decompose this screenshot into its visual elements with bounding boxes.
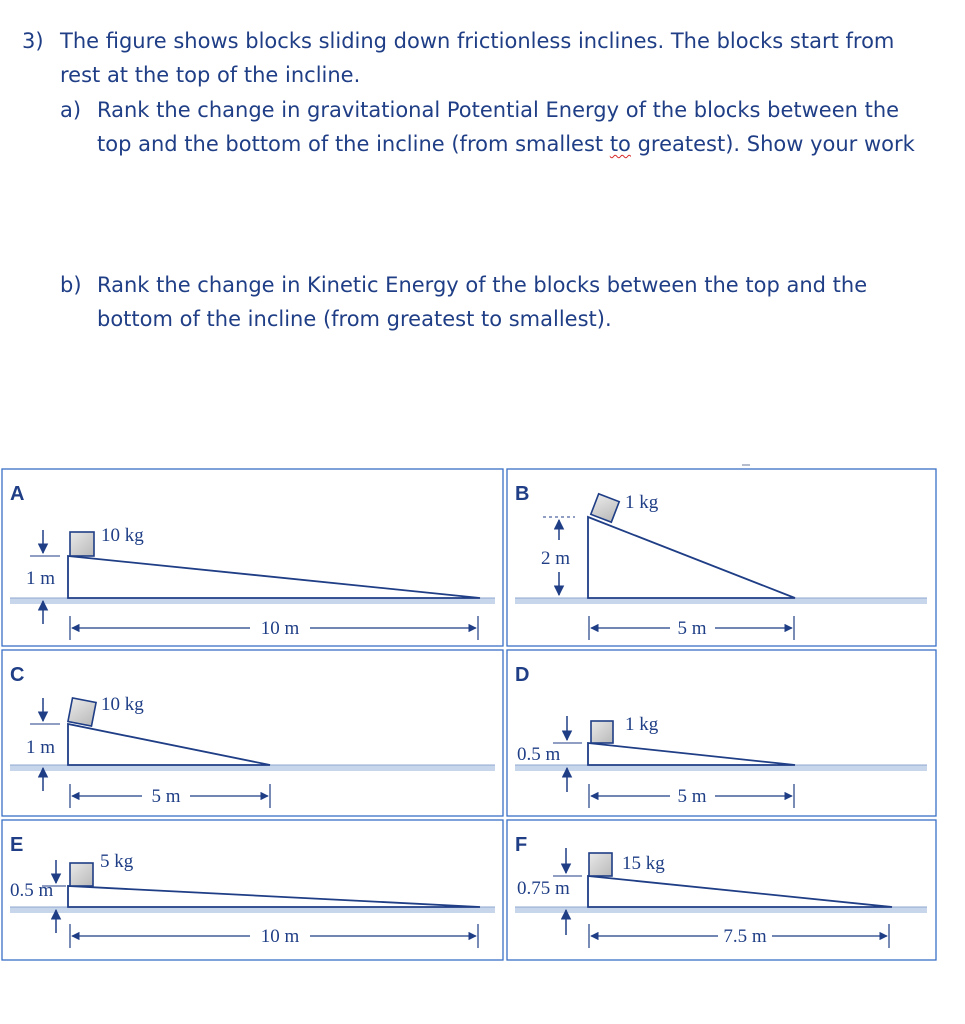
panel-b-letter: B bbox=[515, 483, 530, 505]
panel-f bbox=[515, 834, 927, 948]
panel-d-block bbox=[591, 721, 613, 743]
panel-f-incline bbox=[588, 876, 892, 907]
panel-e-incline bbox=[68, 886, 480, 907]
panel-c-incline bbox=[68, 724, 270, 765]
panel-e-height: 0.5 m bbox=[10, 880, 54, 901]
panel-b-length: 5 m bbox=[677, 618, 707, 639]
panel-frame-d bbox=[507, 650, 936, 816]
panel-c-block bbox=[68, 698, 96, 726]
question-intro-line1: The figure shows blocks sliding down frictionless inclines. The blocks start from bbox=[60, 29, 895, 53]
part-b-line2: bottom of the incline (from greatest to smallest). bbox=[97, 307, 612, 331]
panel-c-mass: 10 kg bbox=[101, 694, 144, 715]
panel-a-block bbox=[70, 532, 94, 556]
spelling-flag-word[interactable]: to bbox=[609, 132, 631, 156]
panel-f-mass: 15 kg bbox=[622, 853, 665, 874]
part-b-line1: Rank the change in Kinetic Energy of the blocks between the top and the bbox=[97, 273, 868, 297]
part-a-line2-start: top and the bottom of the incline (from smallest bbox=[97, 132, 610, 156]
panel-e bbox=[10, 834, 495, 948]
part-a-line2-end: greatest). Show your work bbox=[630, 132, 915, 156]
panel-d-incline bbox=[588, 743, 795, 765]
panel-a-letter: A bbox=[10, 483, 25, 505]
panel-e-length: 10 m bbox=[260, 926, 300, 947]
panel-b-incline bbox=[588, 517, 795, 598]
panel-b bbox=[515, 483, 927, 640]
panel-d-length: 5 m bbox=[677, 786, 707, 807]
part-b-label: b) bbox=[60, 273, 82, 297]
part-a-label: a) bbox=[60, 98, 82, 122]
panel-d bbox=[515, 664, 927, 808]
part-a-line1: Rank the change in gravitational Potential Energy of the blocks between the bbox=[97, 98, 900, 122]
panel-a bbox=[10, 483, 495, 640]
question-number: 3) bbox=[22, 29, 44, 53]
panel-f-block bbox=[589, 853, 612, 876]
panel-e-mass: 5 kg bbox=[100, 851, 134, 872]
panel-f-height: 0.75 m bbox=[517, 878, 570, 899]
panel-a-length: 10 m bbox=[260, 618, 300, 639]
panel-d-letter: D bbox=[515, 664, 530, 686]
panel-f-length: 7.5 m bbox=[723, 926, 767, 947]
panel-c-height: 1 m bbox=[26, 737, 56, 758]
panel-e-block bbox=[70, 863, 93, 886]
panel-d-height: 0.5 m bbox=[517, 744, 561, 765]
panel-f-letter: F bbox=[515, 834, 528, 856]
panel-frame-b bbox=[507, 469, 936, 646]
panel-a-incline bbox=[68, 556, 480, 598]
panel-a-height: 1 m bbox=[26, 568, 56, 589]
panel-e-letter: E bbox=[10, 834, 24, 856]
panel-c-letter: C bbox=[10, 664, 25, 686]
panel-c-length: 5 m bbox=[151, 786, 181, 807]
question-intro-line2: rest at the top of the incline. bbox=[60, 63, 361, 87]
panel-b-mass: 1 kg bbox=[625, 492, 659, 513]
panel-c bbox=[10, 664, 495, 808]
panel-b-block bbox=[591, 494, 619, 522]
panel-a-mass: 10 kg bbox=[101, 525, 144, 546]
panel-b-height: 2 m bbox=[541, 548, 571, 569]
panel-d-mass: 1 kg bbox=[625, 714, 659, 735]
